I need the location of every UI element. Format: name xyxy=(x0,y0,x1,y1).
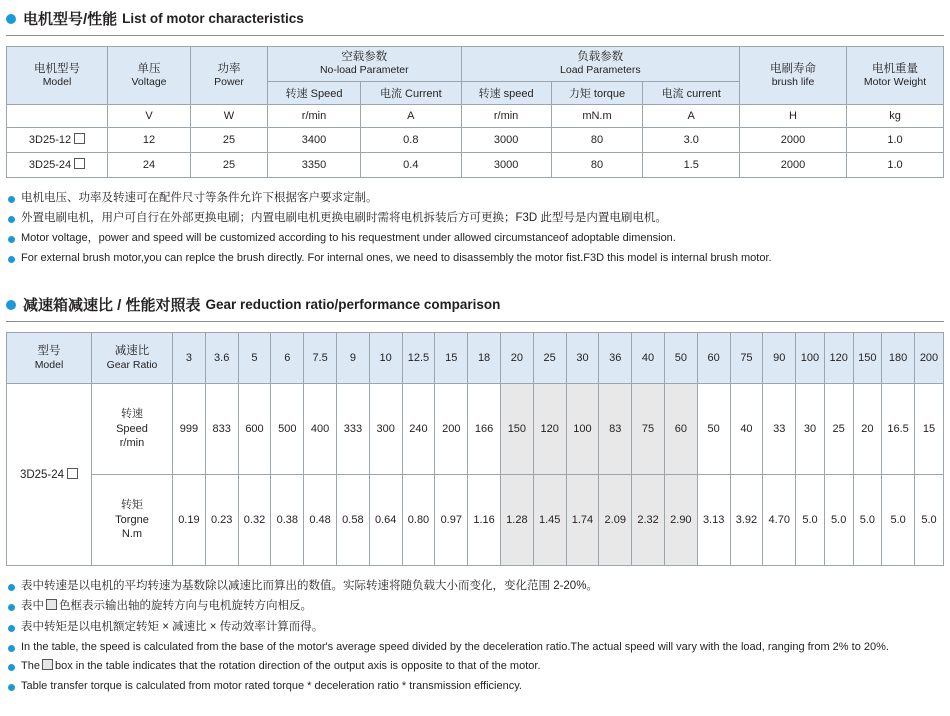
bullet-icon xyxy=(6,300,16,310)
speed-25: 120 xyxy=(533,384,566,475)
bullet-dot-icon xyxy=(8,684,15,691)
gear-ratio-7.5: 7.5 xyxy=(304,333,337,384)
unit-noload-speed: r/min xyxy=(268,104,361,127)
bullet-dot-icon xyxy=(8,196,15,203)
gear-ratio-100: 100 xyxy=(796,333,825,384)
note-item: 电机电压、功率及转速可在配件尺寸等条件允许下根据客户要求定制。 xyxy=(6,190,944,207)
torque-30: 1.74 xyxy=(566,475,599,566)
speed-7.5: 400 xyxy=(304,384,337,475)
torque-150: 5.0 xyxy=(853,475,882,566)
speed-200: 15 xyxy=(915,384,944,475)
torque-100: 5.0 xyxy=(796,475,825,566)
note-item: 表中 色框表示输出轴的旋转方向与电机旋转方向相反。 xyxy=(6,598,944,615)
torque-120: 5.0 xyxy=(824,475,853,566)
gear-rowlabel-speed: 转速 Speed r/min xyxy=(92,384,173,475)
cell-load-torque: 80 xyxy=(551,127,643,152)
gear-ratio-table xyxy=(6,332,944,566)
gear-ratio-9: 9 xyxy=(336,333,369,384)
speed-75: 40 xyxy=(730,384,763,475)
torque-12.5: 0.80 xyxy=(402,475,435,566)
gear-ratio-25: 25 xyxy=(533,333,566,384)
speed-15: 200 xyxy=(435,384,468,475)
subheader-load-current: 电流 current xyxy=(643,81,740,104)
note-item: The box in the table indicates that the rotation direction of the output axis is opposite to that of the motor. xyxy=(6,658,944,675)
gear-ratio-150: 150 xyxy=(853,333,882,384)
bullet-dot-icon xyxy=(8,645,15,652)
torque-40: 2.32 xyxy=(632,475,665,566)
square-box-icon xyxy=(67,468,78,479)
note-item: 表中转速是以电机的平均转速为基数除以减速比而算出的数值。实际转速将随负载大小而变化，变化范围 2-20%。 xyxy=(6,578,944,595)
cell-load-torque: 80 xyxy=(551,152,643,177)
square-box-icon xyxy=(74,158,85,169)
speed-3.6: 833 xyxy=(205,384,238,475)
torque-180: 5.0 xyxy=(882,475,915,566)
gear-header-model: 型号 Model xyxy=(7,333,92,384)
cell-load-speed: 3000 xyxy=(461,152,551,177)
cell-noload-speed: 3350 xyxy=(268,152,361,177)
square-box-icon xyxy=(74,133,85,144)
gear-speed-row xyxy=(7,384,944,475)
cell-load-current: 1.5 xyxy=(643,152,740,177)
gear-ratio-3: 3 xyxy=(173,333,206,384)
cell-noload-current: 0.8 xyxy=(361,127,462,152)
gear-ratio-180: 180 xyxy=(882,333,915,384)
gear-ratio-30: 30 xyxy=(566,333,599,384)
cell-load-speed: 3000 xyxy=(461,127,551,152)
speed-60: 50 xyxy=(697,384,730,475)
torque-3.6: 0.23 xyxy=(205,475,238,566)
gear-ratio-120: 120 xyxy=(824,333,853,384)
header-model: 电机型号 Model xyxy=(7,47,108,105)
gear-ratio-36: 36 xyxy=(599,333,632,384)
unit-brush-life: H xyxy=(740,104,847,127)
table-row xyxy=(7,152,944,177)
table-header-row xyxy=(7,47,944,82)
speed-12.5: 240 xyxy=(402,384,435,475)
bullet-dot-icon xyxy=(8,584,15,591)
gear-rowlabel-torque: 转矩 Torgne N.m xyxy=(92,475,173,566)
header-power: 功率 Power xyxy=(191,47,268,105)
torque-20: 1.28 xyxy=(500,475,533,566)
note-item: In the table, the speed is calculated from the base of the motor's average speed divided by the deceleration ratio.The actual speed will vary with the load, ranging from 2% to 20%. xyxy=(6,639,944,656)
torque-18: 1.16 xyxy=(468,475,501,566)
speed-120: 25 xyxy=(824,384,853,475)
cell-power: 25 xyxy=(191,152,268,177)
gear-header-ratio: 减速比 Gear Ratio xyxy=(92,333,173,384)
note-item: Motor voltage，power and speed will be customized according to his requestment under allowed circumstanceof adoptable dimension. xyxy=(6,230,944,247)
gear-ratio-40: 40 xyxy=(632,333,665,384)
gear-ratio-3.6: 3.6 xyxy=(205,333,238,384)
section2-title-en: Gear reduction ratio/performance comparison xyxy=(205,297,501,312)
cell-brush-life: 2000 xyxy=(740,127,847,152)
unit-power: W xyxy=(191,104,268,127)
note-item: For external brush motor,you can replce the brush directly. For internal ones, we need to disassembly the motor fist.F3D this model is internal brush motor. xyxy=(6,250,944,267)
torque-5: 0.32 xyxy=(238,475,271,566)
gear-ratio-12.5: 12.5 xyxy=(402,333,435,384)
speed-10: 300 xyxy=(369,384,402,475)
gear-torque-row xyxy=(7,475,944,566)
bullet-dot-icon xyxy=(8,236,15,243)
torque-90: 4.70 xyxy=(763,475,796,566)
speed-100: 30 xyxy=(796,384,825,475)
unit-load-speed: r/min xyxy=(461,104,551,127)
note-item: 外置电刷电机，用户可自行在外部更换电刷；内置电刷电机更换电刷时需将电机拆装后方可更换；F3D 此型号是内置电刷电机。 xyxy=(6,210,944,227)
speed-40: 75 xyxy=(632,384,665,475)
cell-brush-life: 2000 xyxy=(740,152,847,177)
subheader-load-speed: 转速 speed xyxy=(461,81,551,104)
subheader-noload-speed: 转速 Speed xyxy=(268,81,361,104)
shaded-box-icon xyxy=(46,599,57,610)
torque-60: 3.13 xyxy=(697,475,730,566)
torque-3: 0.19 xyxy=(173,475,206,566)
torque-36: 2.09 xyxy=(599,475,632,566)
section2-title-cn: 减速箱减速比 / 性能对照表 xyxy=(23,297,201,314)
note-item: Table transfer torque is calculated from motor rated torque * deceleration ratio * transmission efficiency. xyxy=(6,678,944,695)
shaded-box-icon xyxy=(42,659,53,670)
section-heading-gear xyxy=(6,294,950,315)
section-heading-motor xyxy=(6,8,950,29)
cell-model: 3D25-12 xyxy=(7,127,108,152)
header-load: 负载参数 Load Parameters xyxy=(461,47,739,82)
gear-ratio-200: 200 xyxy=(915,333,944,384)
bullet-dot-icon xyxy=(8,604,15,611)
header-weight: 电机重量 Motor Weight xyxy=(847,47,944,105)
gear-ratio-6: 6 xyxy=(271,333,304,384)
speed-150: 20 xyxy=(853,384,882,475)
torque-15: 0.97 xyxy=(435,475,468,566)
gear-ratio-50: 50 xyxy=(664,333,697,384)
note-item: 表中转矩是以电机额定转矩 × 减速比 × 传动效率计算而得。 xyxy=(6,619,944,636)
speed-9: 333 xyxy=(336,384,369,475)
speed-5: 600 xyxy=(238,384,271,475)
motor-notes xyxy=(6,190,944,267)
speed-3: 999 xyxy=(173,384,206,475)
bullet-dot-icon xyxy=(8,256,15,263)
speed-6: 500 xyxy=(271,384,304,475)
gear-ratio-10: 10 xyxy=(369,333,402,384)
section1-divider xyxy=(6,35,944,36)
torque-7.5: 0.48 xyxy=(304,475,337,566)
torque-50: 2.90 xyxy=(664,475,697,566)
speed-50: 60 xyxy=(664,384,697,475)
unit-blank xyxy=(7,104,108,127)
cell-noload-speed: 3400 xyxy=(268,127,361,152)
header-brush-life: 电刷寿命 brush life xyxy=(740,47,847,105)
section1-title-en: List of motor characteristics xyxy=(122,11,304,26)
units-row xyxy=(7,104,944,127)
cell-power: 25 xyxy=(191,127,268,152)
cell-voltage: 24 xyxy=(108,152,191,177)
speed-36: 83 xyxy=(599,384,632,475)
gear-ratio-20: 20 xyxy=(500,333,533,384)
header-voltage: 单压 Voltage xyxy=(108,47,191,105)
header-noload: 空载参数 No-load Parameter xyxy=(268,47,462,82)
unit-load-torque: mN.m xyxy=(551,104,643,127)
torque-9: 0.58 xyxy=(336,475,369,566)
gear-ratio-18: 18 xyxy=(468,333,501,384)
torque-6: 0.38 xyxy=(271,475,304,566)
cell-load-current: 3.0 xyxy=(643,127,740,152)
gear-ratio-75: 75 xyxy=(730,333,763,384)
torque-10: 0.64 xyxy=(369,475,402,566)
gear-ratio-5: 5 xyxy=(238,333,271,384)
speed-180: 16.5 xyxy=(882,384,915,475)
table-row xyxy=(7,127,944,152)
section2-divider xyxy=(6,321,944,322)
bullet-dot-icon xyxy=(8,664,15,671)
unit-load-current: A xyxy=(643,104,740,127)
unit-noload-current: A xyxy=(361,104,462,127)
gear-ratio-15: 15 xyxy=(435,333,468,384)
cell-weight: 1.0 xyxy=(847,152,944,177)
cell-weight: 1.0 xyxy=(847,127,944,152)
gear-cell-model: 3D25-24 xyxy=(7,384,92,566)
gear-ratio-90: 90 xyxy=(763,333,796,384)
gear-notes xyxy=(6,578,944,694)
speed-30: 100 xyxy=(566,384,599,475)
bullet-icon xyxy=(6,14,16,24)
bullet-dot-icon xyxy=(8,216,15,223)
bullet-dot-icon xyxy=(8,625,15,632)
torque-75: 3.92 xyxy=(730,475,763,566)
unit-voltage: V xyxy=(108,104,191,127)
section1-title-cn: 电机型号/性能 xyxy=(23,11,118,28)
torque-200: 5.0 xyxy=(915,475,944,566)
page xyxy=(0,8,950,716)
cell-model: 3D25-24 xyxy=(7,152,108,177)
speed-20: 150 xyxy=(500,384,533,475)
gear-header-row xyxy=(7,333,944,384)
torque-25: 1.45 xyxy=(533,475,566,566)
unit-weight: kg xyxy=(847,104,944,127)
cell-noload-current: 0.4 xyxy=(361,152,462,177)
subheader-noload-current: 电流 Current xyxy=(361,81,462,104)
motor-characteristics-table xyxy=(6,46,944,178)
speed-18: 166 xyxy=(468,384,501,475)
speed-90: 33 xyxy=(763,384,796,475)
gear-ratio-60: 60 xyxy=(697,333,730,384)
subheader-load-torque: 力矩 torque xyxy=(551,81,643,104)
cell-voltage: 12 xyxy=(108,127,191,152)
